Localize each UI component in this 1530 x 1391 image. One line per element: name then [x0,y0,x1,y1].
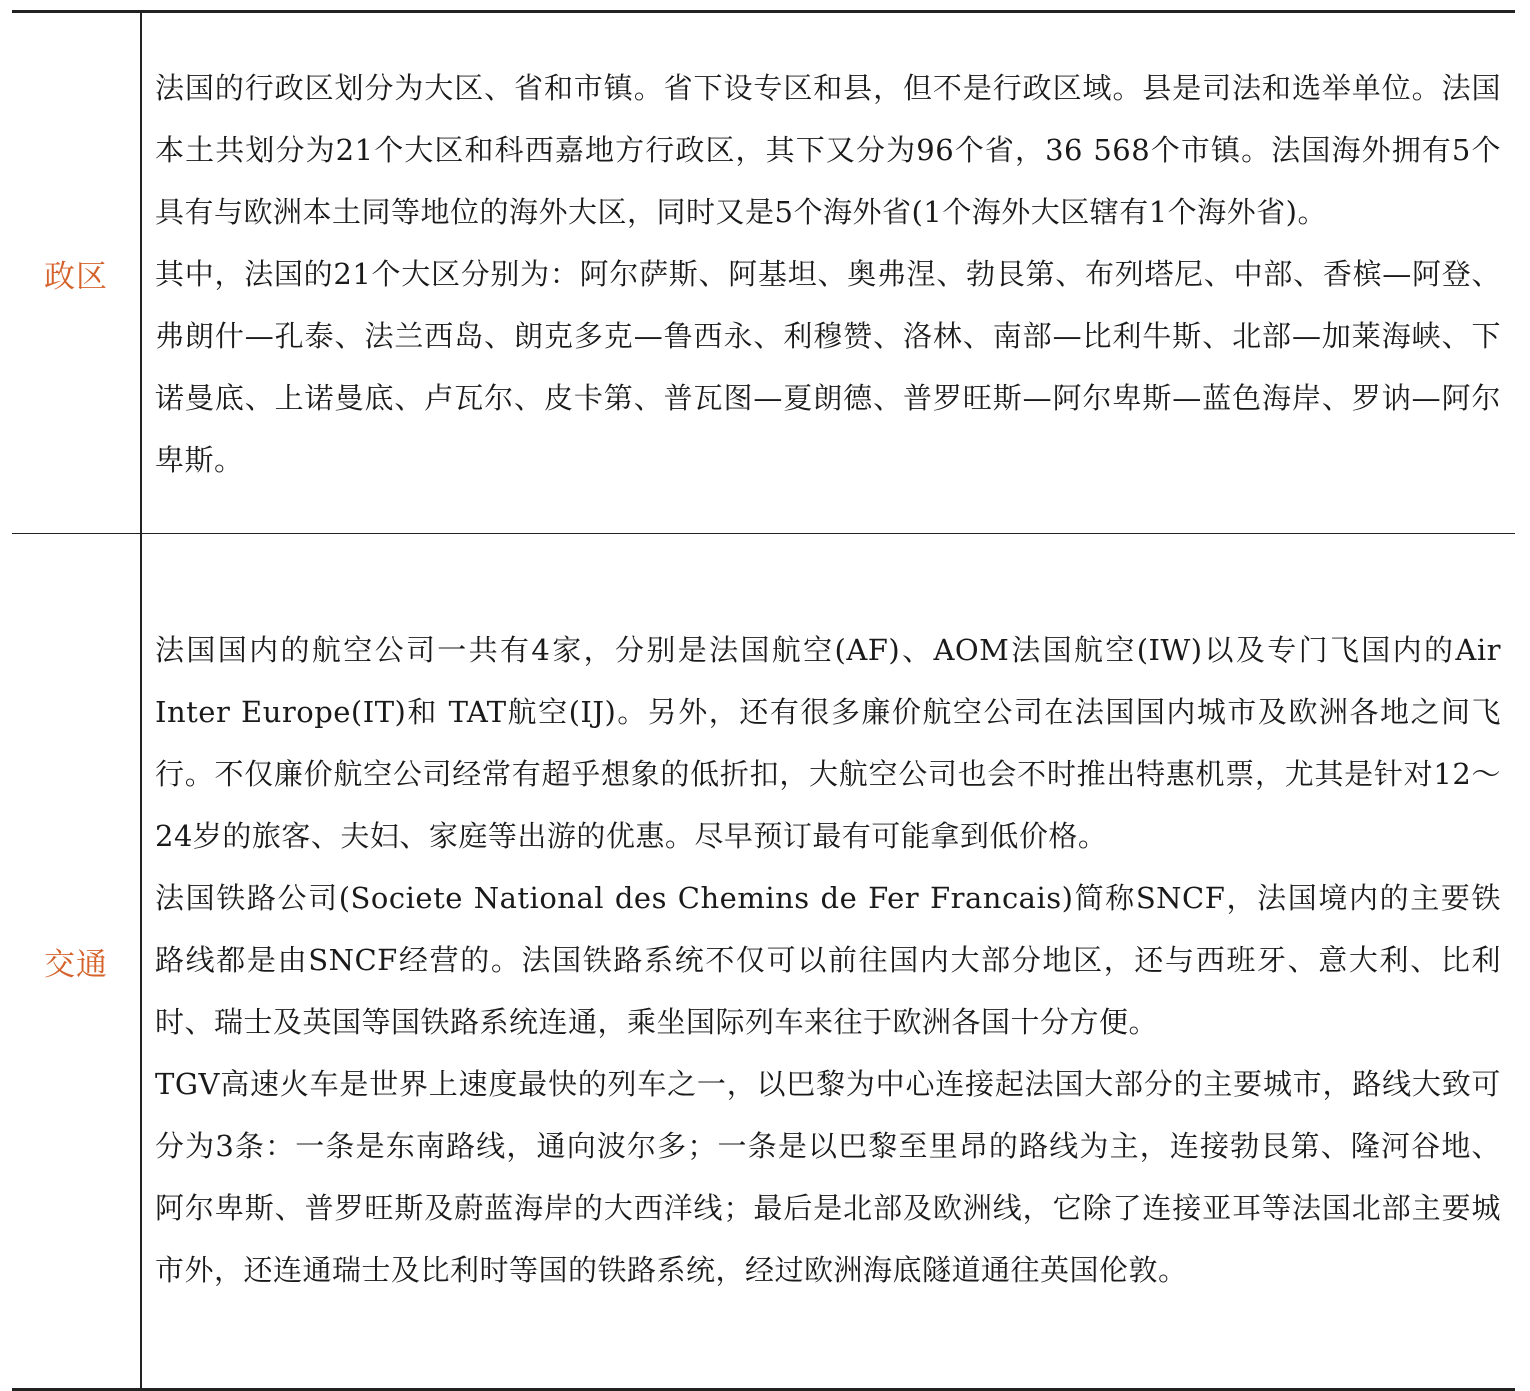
paragraph: TGV高速火车是世界上速度最快的列车之一，以巴黎为中心连接起法国大部分的主要城市，路线大致可分为3条：一条是东南路线，通向波尔多；一条是以巴黎至里昂的路线为主，连接勃艮第、隆河谷地、阿尔卑斯、普罗旺斯及蔚蓝海岸的大西洋线；最后是北部及欧洲线，它除了连接亚耳等法国北部主要城市外，还连通瑞士及比利时等国的铁路系统，经过欧洲海底隧道通往英国伦敦。 [155,1067,1501,1287]
info-table [12,10,1515,1391]
row-content-administrative [141,12,1515,534]
paragraph: 其中，法国的21个大区分别为：阿尔萨斯、阿基坦、奥弗涅、勃艮第、布列塔尼、中部、香槟—阿登、弗朗什—孔泰、法兰西岛、朗克多克—鲁西永、利穆赞、洛林、南部—比利牛斯、北部—加莱海峡、下诺曼底、上诺曼底、卢瓦尔、皮卡第、普瓦图—夏朗德、普罗旺斯—阿尔卑斯—蓝色海岸、罗讷—阿尔卑斯。 [155,257,1501,477]
paragraph: 法国铁路公司(Societe National des Chemins de Fer Francais)简称SNCF，法国境内的主要铁路线都是由SNCF经营的。法国铁路系统不仅可以前往国内大部分地区，还与西班牙、意大利、比利时、瑞士及英国等国铁路系统连通，乘坐国际列车来往于欧洲各国十分方便。 [155,881,1501,1039]
table-row-transport [12,534,1515,1390]
row-label-transport: 交通 [12,534,141,1390]
row-label-administrative: 政区 [12,12,141,534]
table-row-administrative [12,12,1515,534]
paragraph: 法国的行政区划分为大区、省和市镇。省下设专区和县，但不是行政区域。县是司法和选举单位。法国本土共划分为21个大区和科西嘉地方行政区，其下又分为96个省，36 568个市镇。法国海外拥有5个具有与欧洲本土同等地位的海外大区，同时又是5个海外省(1个海外大区辖有1个海外省)。 [155,71,1501,229]
paragraph: 法国国内的航空公司一共有4家，分别是法国航空(AF)、AOM法国航空(IW)以及专门飞国内的Air Inter Europe(IT)和 TAT航空(IJ)。另外，还有很多廉价航空公司在法国国内城市及欧洲各地之间飞行。不仅廉价航空公司经常有超乎想象的低折扣，大航空公司也会不时推出特惠机票，尤其是针对12～24岁的旅客、夫妇、家庭等出游的优惠。尽早预订最有可能拿到低价格。 [155,633,1501,853]
row-content-transport [141,534,1515,1390]
